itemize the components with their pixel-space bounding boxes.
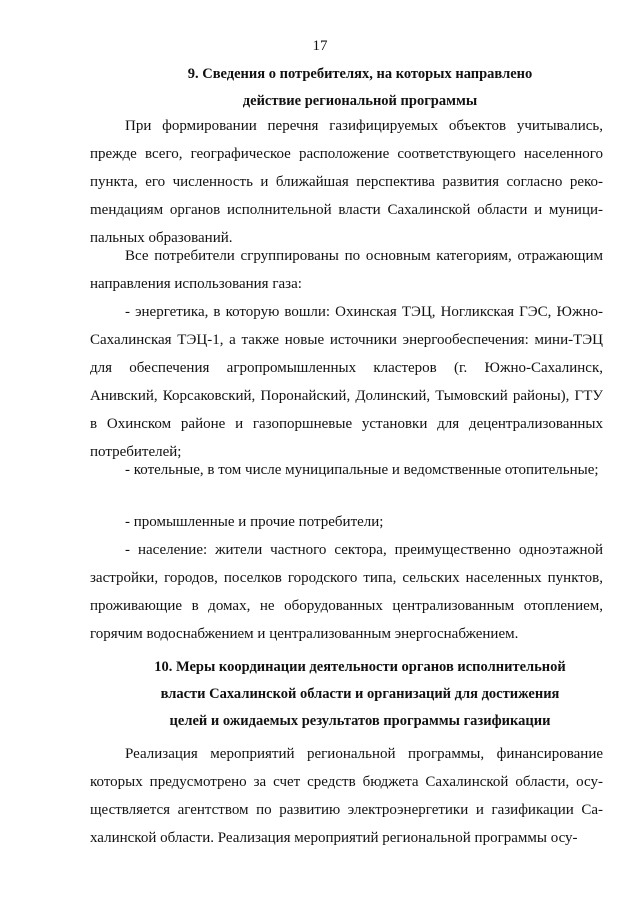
section-9-paragraph-2: Все потребители сгруппированы по основным категориям, отражающим направления использования газа:	[90, 248, 603, 292]
section-9-heading-line-2: действие региональной программы	[242, 93, 478, 109]
bullet-boilers: - котельные, в том числе муниципальные и ведомственные отопительные;	[125, 462, 599, 478]
section-9-heading	[100, 61, 620, 115]
section-10-paragraph-1: Реализация мероприятий региональной программы, финансирование которых предусмотрено за счет средств бюджета Сахалинской области, осуществляется агентством по развитию электроэнергетики и газификации Сахалинской области. Реализация мероприятий региональной программы осу-	[90, 746, 603, 846]
bullet-energy: - энергетика, в которую вошли: Охинская ТЭЦ, Ногликская ГЭС, Южно-Сахалинская ТЭЦ-1, а также новые источники энергообеспечения: мини-ТЭЦ для обеспечения агропромышленных кластеров (г. Южно-Сахалинск, Анивский, Корсаковский, Поронайский, Долинский, Тымовский районы), ГТУ в Охинском районе и газопоршневые установки для децентрализованных потребителей;	[90, 304, 603, 460]
section-9-paragraph-1: При формировании перечня газифицируемых объектов учитывались, прежде всего, географическое расположение соответствующего населенного пункта, его численность и ближайшая перспектива развития согласно рекоmендациям органов исполнительной власти Сахалинской области и муниципальных образований.	[90, 118, 603, 246]
page-number: 17	[312, 38, 328, 54]
section-10-heading	[100, 654, 620, 735]
section-10-heading-line-1: 10. Меры координации деятельности органов исполнительной	[154, 659, 566, 675]
bullet-population: - население: жители частного сектора, преимущественно одноэтажной застройки, городов, поселков городского типа, сельских населенных пунктов, проживающие в домах, не оборудованных централизованным отоплением, горячим водоснабжением и централизованным энергоснабжением.	[90, 542, 603, 642]
section-10-heading-line-2: власти Сахалинской области и организаций для достижения	[160, 686, 560, 702]
bullet-industrial: - промышленные и прочие потребители;	[125, 514, 384, 530]
section-10-heading-line-3: целей и ожидаемых результатов программы газификации	[169, 713, 551, 729]
section-9-heading-line-1: 9. Сведения о потребителях, на которых направлено	[187, 66, 533, 82]
